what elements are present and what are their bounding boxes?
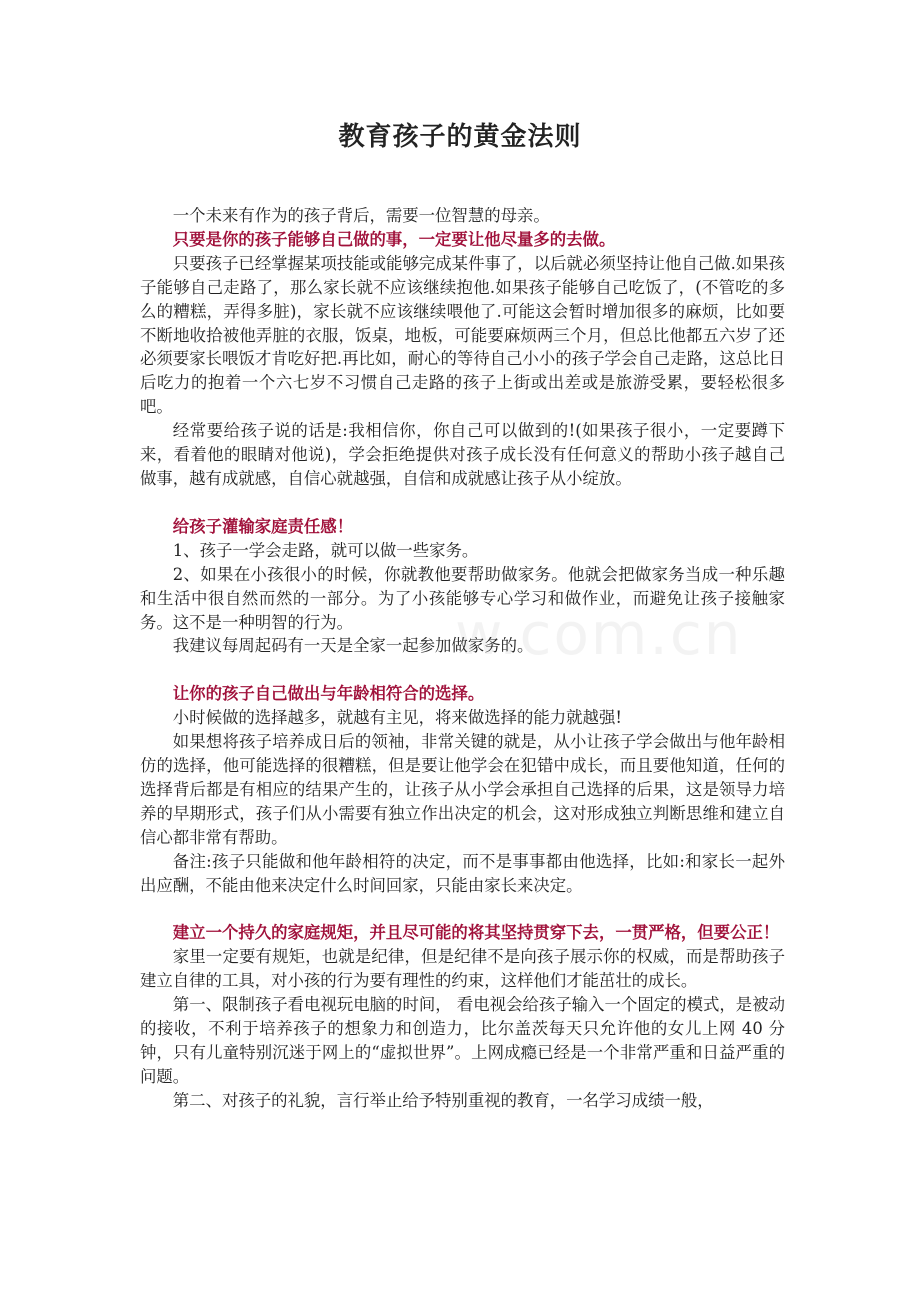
body-paragraph: 我建议每周起码有一天是全家一起参加做家务的。: [172, 636, 534, 656]
body-paragraph: 如果想将孩子培养成日后的领袖，非常关键的就是，从小让孩子学会做出与他年龄相仿的选择，他可能选择的很糟糕，但是要让他学会在犯错中成长，而且要他知道，任何的选择背后都是有相应的结果产生的，让孩子从小学会承担自己选择的后果，这是领导力培养的早期形式，孩子们从小需要有独立作出决定的机会，这对形成独立判断思维和建立自信心都非常有帮助。: [140, 732, 785, 847]
body-paragraph: 第二、对孩子的礼貌，言行举止给予特别重视的教育，一名学习成绩一般，: [172, 1090, 714, 1110]
section-heading: 只要是你的孩子能够自己做的事，一定要让他尽量多的去做。: [172, 229, 616, 249]
body-paragraph: 家里一定要有规矩，也就是纪律，但是纪律不是向孩子展示你的权威，而是帮助孩子建立自律的工具，对小孩的行为要有理性的约束，这样他们才能茁壮的成长。: [140, 947, 785, 991]
watermark: w.com.cn: [455, 600, 743, 668]
body-paragraph: 1、孩子一学会走路，就可以做一些家务。: [172, 540, 479, 560]
section-heading: 建立一个持久的家庭规矩，并且尽可能的将其坚持贯穿下去，一贯严格，但要公正！: [172, 923, 780, 943]
body-paragraph: 一个未来有作为的孩子背后，需要一位智慧的母亲。: [172, 206, 550, 225]
body-paragraph: 小时候做的选择越多，就越有主见，将来做选择的能力就越强!: [172, 708, 622, 728]
page-title: 教育孩子的黄金法则: [338, 122, 582, 152]
body-paragraph: 只要孩子已经掌握某项技能或能够完成某件事了，以后就必须坚持让他自己做.如果孩子能够自己走路了，那么家长就不应该继续抱他.如果孩子能够自己吃饭了，(不管吃的多么的糟糕，弄得多脏)，家长就不应该继续喂他了.可能这会暂时增加很多的麻烦，比如要不断地收拾被他弄脏的衣服，饭桌，地板，可能要麻烦两三个月，但总比他都五六岁了还必须要家长喂饭才肯吃好把.再比如，耐心的等待自己小小的孩子学会自己走路，这总比日后吃力的抱着一个六七岁不习惯自己走路的孩子上街或出差或是旅游受累，要轻松很多吧。: [140, 253, 785, 417]
section-heading: 给孩子灌输家庭责任感！: [172, 516, 354, 536]
body-paragraph: 第一、限制孩子看电视玩电脑的时间， 看电视会给孩子输入一个固定的模式，是被动的接收，不利于培养孩子的想象力和创造力，比尔盖茨每天只允许他的女儿上网 40 分钟，只有儿童特别沉迷于网上的“虚拟世界”。上网成瘾已经是一个非常严重和日益严重的问题。: [140, 995, 785, 1086]
body-paragraph: 备注:孩子只能做和他年龄相符的决定，而不是事事都由他选择，比如:和家长一起外出应酬，不能由他来决定什么时间回家，只能由家长来决定。: [140, 851, 785, 895]
section-gap: [140, 897, 785, 921]
body-paragraph: 2、如果在小孩很小的时候，你就教他要帮助做家务。他就会把做家务当成一种乐趣和生活中很自然而然的一部分。为了小孩能够专心学习和做作业，而避免让孩子接触家务。这不是一种明智的行为。: [140, 564, 785, 632]
section-gap: [140, 491, 785, 515]
body-paragraph: 经常要给孩子说的话是:我相信你，你自己可以做到的!(如果孩子很小，一定要蹲下来，看着他的眼睛对他说)，学会拒绝提供对孩子成长没有任何意义的帮助小孩子越自己做事，越有成就感，自信心就越强，自信和成就感让孩子从小绽放。: [140, 421, 785, 488]
section-heading: 让你的孩子自己做出与年龄相符合的选择。: [172, 684, 485, 704]
